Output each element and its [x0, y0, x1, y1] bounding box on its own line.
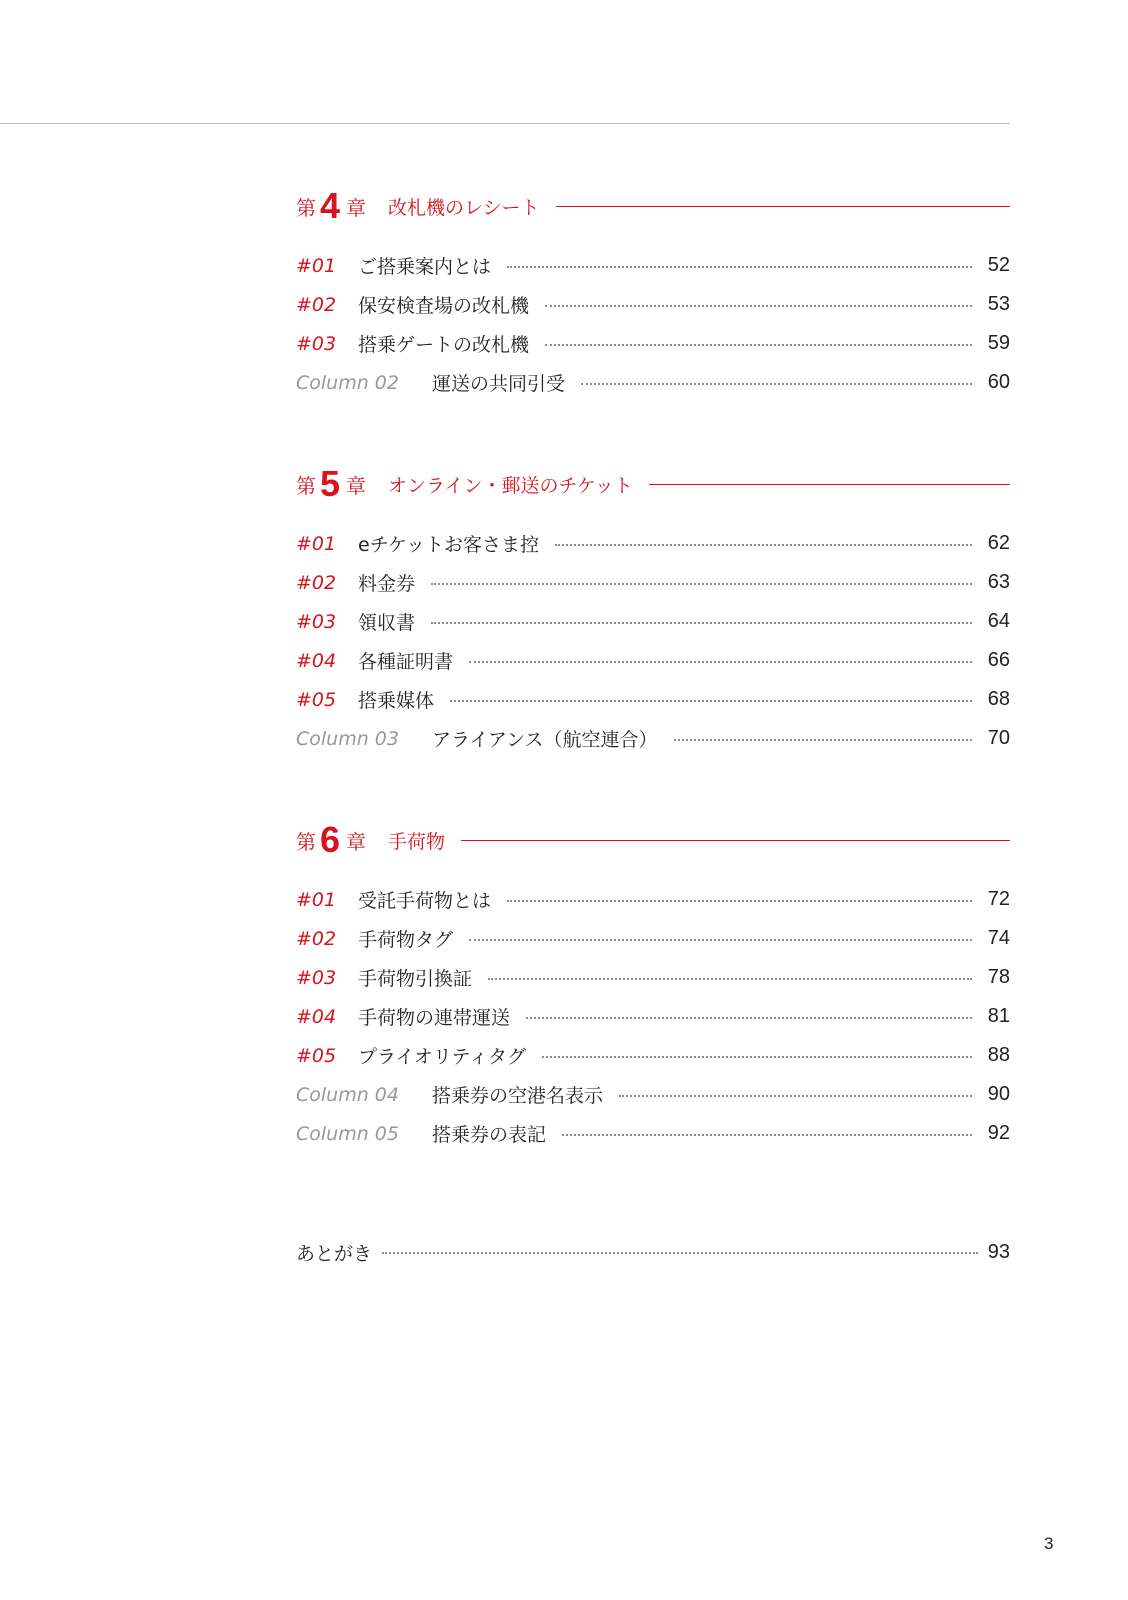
chapter-5 — [296, 456, 1010, 758]
toc-entry[interactable] — [296, 524, 1010, 563]
entry-page: 92 — [987, 1122, 1010, 1144]
entry-title: 手荷物の連帯運送 — [358, 1007, 511, 1029]
toc-entry[interactable] — [296, 285, 1010, 324]
entry-code: #02 — [296, 293, 337, 316]
chapter-title: 改札機のレシート — [388, 196, 540, 219]
entry-code: #03 — [296, 610, 337, 633]
entry-title: 搭乗媒体 — [358, 690, 435, 712]
chapter-title: オンライン・郵送のチケット — [388, 474, 633, 497]
entry-code: #02 — [296, 571, 337, 594]
dot-leader — [469, 939, 972, 941]
dot-leader — [507, 900, 972, 902]
entry-title: eチケットお客さま控 — [358, 534, 539, 556]
entry-code: #05 — [296, 688, 337, 711]
entry-title: 領収書 — [358, 612, 416, 634]
chapter-4 — [296, 178, 1010, 402]
chapter-rule — [461, 840, 1010, 841]
toc-list — [296, 524, 1010, 758]
toc-entry[interactable] — [296, 641, 1010, 680]
entry-page: 63 — [987, 571, 1010, 593]
entry-title: プライオリティタグ — [358, 1046, 526, 1068]
toc-entry[interactable] — [296, 1036, 1010, 1075]
toc-entry[interactable] — [296, 919, 1010, 958]
dot-leader — [469, 661, 972, 663]
dot-leader — [431, 622, 972, 624]
dot-leader — [507, 266, 972, 268]
toc-list — [296, 880, 1010, 1153]
entry-code: #03 — [296, 332, 337, 355]
entry-page: 74 — [987, 927, 1010, 949]
toc-entry[interactable] — [296, 958, 1010, 997]
chapter-title: 手荷物 — [388, 830, 446, 853]
entry-code: #01 — [296, 888, 337, 911]
entry-title: 搭乗券の空港名表示 — [432, 1085, 604, 1107]
entry-page: 53 — [987, 293, 1010, 315]
entry-code: #01 — [296, 254, 337, 277]
entry-code: #01 — [296, 532, 337, 555]
entry-code: Column 04 — [296, 1083, 399, 1106]
toc-column-entry[interactable] — [296, 1114, 1010, 1153]
toc-list — [296, 246, 1010, 402]
chapter-rule — [556, 206, 1010, 207]
entry-title: 料金券 — [358, 573, 416, 595]
entry-page: 62 — [987, 532, 1010, 554]
chapter-heading — [296, 456, 1010, 512]
entry-title: 保安検査場の改札機 — [358, 295, 530, 317]
chapter-suffix: 章 — [346, 829, 367, 854]
chapter-heading — [296, 178, 1010, 234]
entry-title: 各種証明書 — [358, 651, 454, 673]
chapter-suffix: 章 — [346, 473, 367, 498]
toc-entry[interactable] — [296, 602, 1010, 641]
toc-column-entry[interactable] — [296, 1075, 1010, 1114]
toc-entry[interactable] — [296, 563, 1010, 602]
dot-leader — [382, 1252, 978, 1254]
dot-leader — [619, 1095, 972, 1097]
toc-entry[interactable] — [296, 880, 1010, 919]
toc-column-entry[interactable] — [296, 363, 1010, 402]
entry-code: #04 — [296, 1005, 337, 1028]
toc-entry[interactable] — [296, 246, 1010, 285]
entry-page: 90 — [987, 1083, 1010, 1105]
dot-leader — [581, 383, 972, 385]
entry-title: 搭乗券の表記 — [432, 1124, 547, 1146]
entry-page: 70 — [987, 727, 1010, 749]
entry-page: 60 — [987, 371, 1010, 393]
entry-page: 88 — [987, 1044, 1010, 1066]
dot-leader — [526, 1017, 972, 1019]
afterword-title: あとがき — [296, 1242, 373, 1265]
entry-code: Column 02 — [296, 371, 399, 394]
entry-title: 手荷物引換証 — [358, 968, 473, 990]
entry-page: 52 — [987, 254, 1010, 276]
chapter-prefix: 第 — [296, 473, 316, 498]
chapter-prefix: 第 — [296, 195, 316, 220]
dot-leader — [674, 739, 972, 741]
entry-title: 受託手荷物とは — [358, 890, 492, 912]
entry-page: 68 — [987, 688, 1010, 710]
chapter-number: 6 — [320, 819, 341, 860]
entry-page: 72 — [987, 888, 1010, 910]
chapter-heading — [296, 812, 1010, 868]
dot-leader — [545, 305, 972, 307]
chapter-number: 5 — [320, 463, 341, 504]
entry-page: 78 — [987, 966, 1010, 988]
afterword-page: 93 — [987, 1240, 1010, 1263]
chapter-prefix: 第 — [296, 829, 316, 854]
entry-code: Column 03 — [296, 727, 399, 750]
dot-leader — [450, 700, 972, 702]
chapter-suffix: 章 — [346, 195, 367, 220]
entry-code: #02 — [296, 927, 337, 950]
dot-leader — [488, 978, 972, 980]
entry-code: Column 05 — [296, 1122, 399, 1145]
dot-leader — [555, 544, 972, 546]
toc-entry[interactable] — [296, 997, 1010, 1036]
entry-code: #05 — [296, 1044, 337, 1067]
chapter-rule — [649, 484, 1010, 485]
dot-leader — [562, 1134, 972, 1136]
chapter-6 — [296, 812, 1010, 1153]
entry-code: #04 — [296, 649, 337, 672]
entry-title: 手荷物タグ — [358, 929, 454, 951]
toc-entry[interactable] — [296, 324, 1010, 363]
top-rule — [0, 123, 1010, 124]
dot-leader — [545, 344, 972, 346]
entry-title: 運送の共同引受 — [432, 373, 566, 395]
toc-column-entry[interactable] — [296, 719, 1010, 758]
dot-leader — [431, 583, 972, 585]
entry-title: 搭乗ゲートの改札機 — [358, 334, 530, 356]
entry-title: アライアンス（航空連合） — [432, 729, 658, 751]
toc-afterword[interactable] — [296, 1232, 1010, 1272]
entry-page: 81 — [987, 1005, 1010, 1027]
entry-page: 59 — [987, 332, 1010, 354]
chapter-number: 4 — [320, 185, 341, 226]
entry-page: 64 — [987, 610, 1010, 632]
entry-code: #03 — [296, 966, 337, 989]
dot-leader — [542, 1056, 972, 1058]
toc-entry[interactable] — [296, 680, 1010, 719]
page-number: 3 — [1044, 1534, 1054, 1553]
entry-page: 66 — [987, 649, 1010, 671]
entry-title: ご搭乗案内とは — [358, 256, 492, 278]
